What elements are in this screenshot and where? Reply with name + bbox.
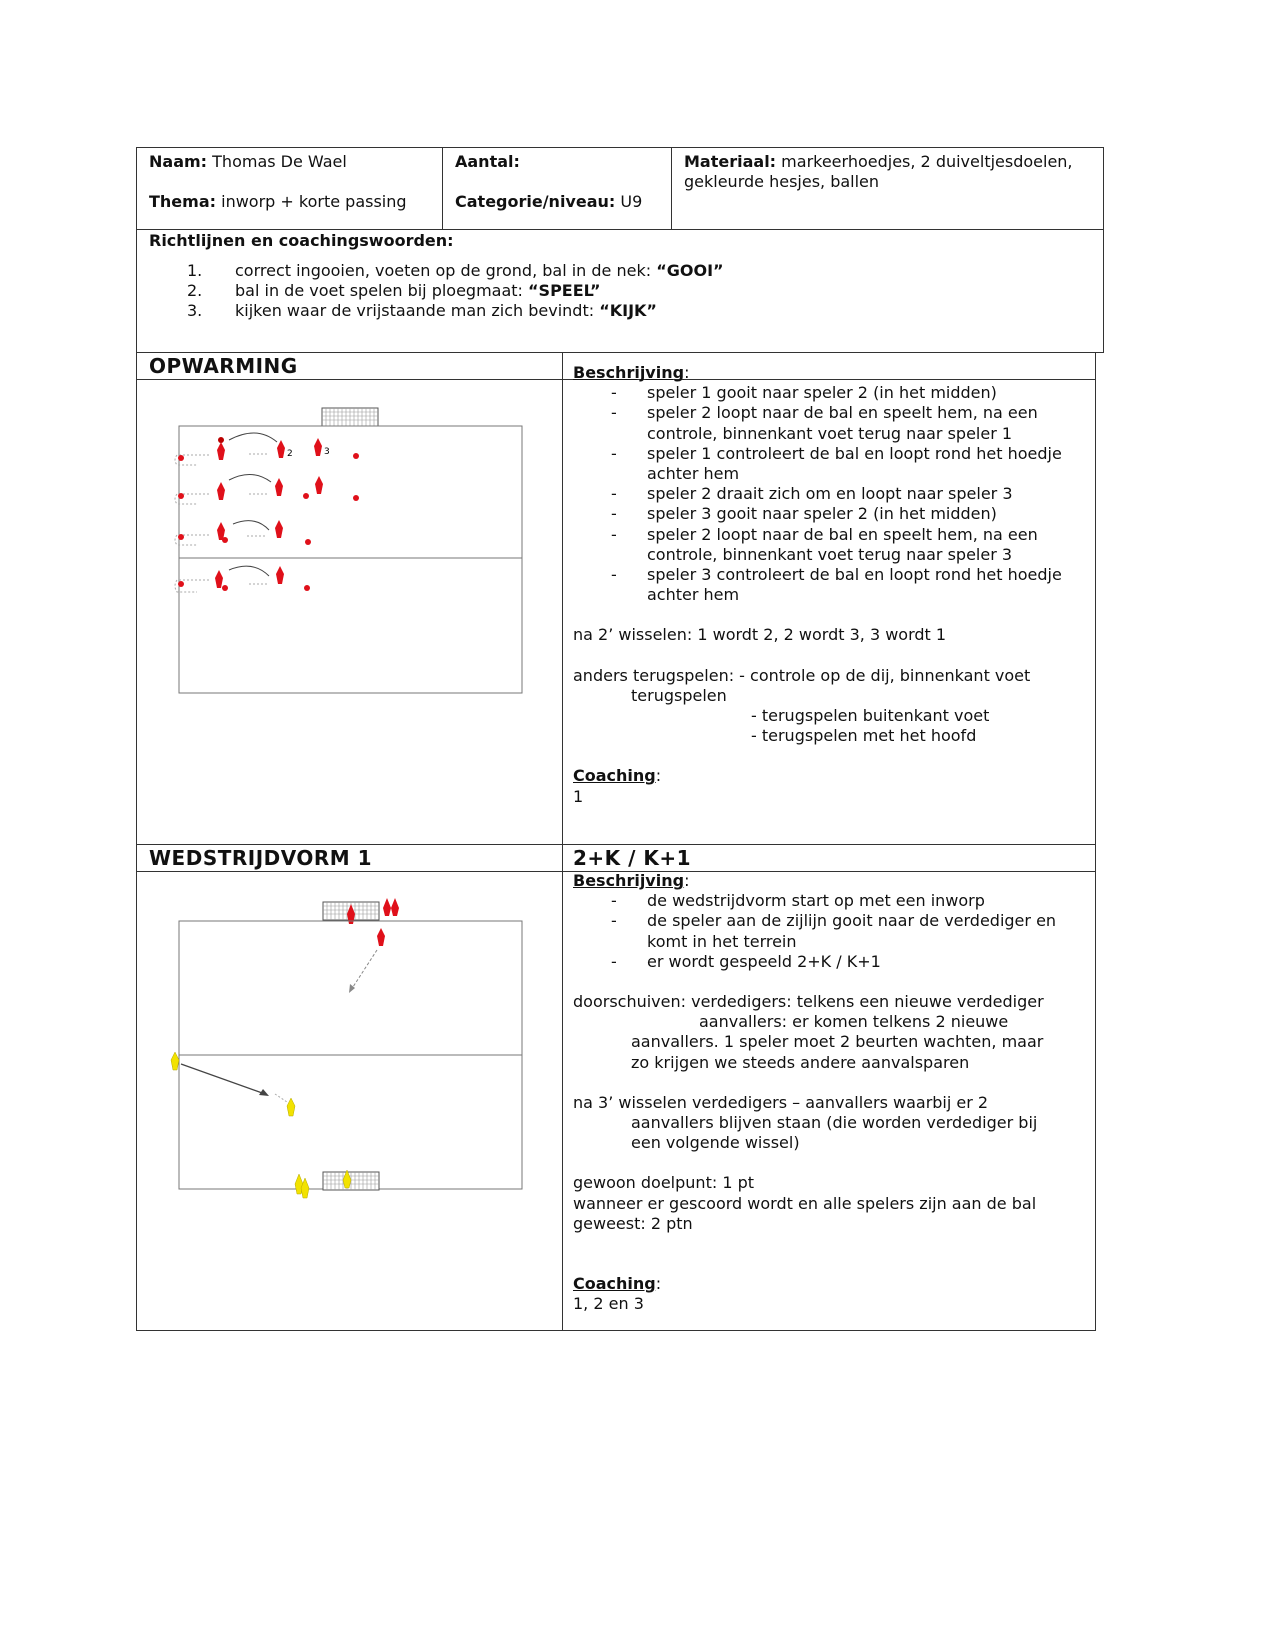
svg-text:3: 3: [324, 447, 330, 457]
attacker-yellow: [287, 1098, 295, 1116]
anders-text: anders terugspelen: - controle op de dij, binnenkant voet: [573, 665, 1031, 685]
bullet-text: speler 2 draait zich om en loopt naar speler 3: [647, 484, 1013, 504]
aantal-label: Aantal:: [455, 152, 520, 171]
list-item: - de wedstrijdvorm start op met een inworp: [611, 891, 985, 911]
list-text: bal in de voet spelen bij ploegmaat:: [235, 281, 529, 300]
opwarming-description: Beschrijving: - speler 1 gooit naar speler 2 (in het midden) - speler 2 loopt naar de bal en speelt hem, na een controle, binnenkant voet terug naar speler 1 - speler 1 controleert de bal en loopt rond het hoedje achter hem - speler 2 draait zich om en loopt naar speler 3 - speler 3 gooit naar speler 2 (in het midden) - speler 2 loopt naar de bal en speelt hem, na een controle, binnenkant voet terug naar speler 3 - speler 3 controleert de bal en loopt rond het hoedje achter hem na 2’ wisselen: 1 wordt 2, 2 wordt 3, 3 wordt 1 anders terugspelen: - controle op de dij, binnenkant voet terugspelen - terugspelen buitenkant voet - terugspelen met het hoofd Coaching: 1: [573, 363, 1089, 807]
list-item: - de speler aan de zijlijn gooit naar de verdediger en komt in het terrein: [611, 911, 1057, 951]
bullet-text: de wedstrijdvorm start op met een inworp: [647, 891, 985, 911]
opwarming-section: [136, 352, 1096, 845]
header-cell-naam: [137, 148, 443, 229]
list-item: [149, 261, 1091, 281]
doorschuiven-text: aanvallers. 1 speler moet 2 beurten wachten, maar: [631, 1032, 1044, 1052]
materiaal-label: Materiaal:: [684, 152, 777, 171]
punten-text: geweest: 2 ptn: [573, 1213, 693, 1233]
defender-red: [377, 928, 385, 946]
thema-value: inworp + korte passing: [221, 192, 407, 211]
list-item: - speler 3 controleert de bal en loopt rond het hoedje achter hem: [611, 565, 1062, 605]
drill-row-2: [175, 474, 359, 504]
list-item: - speler 1 controleert de bal en loopt rond het hoedje achter hem: [611, 443, 1062, 484]
richtlijnen-box: [136, 229, 1104, 353]
column-divider: [562, 845, 563, 1330]
header-table: [136, 147, 1104, 230]
categorie-label: Categorie/niveau:: [455, 192, 616, 211]
list-item: - speler 1 gooit naar speler 2 (in het midden): [611, 383, 997, 403]
drill-row-1: [175, 433, 359, 465]
list-item: - speler 2 loopt naar de bal en speelt hem, na een controle, binnenkant voet terug naar speler 1: [611, 403, 1038, 443]
bullet-text: speler 2 loopt naar de bal en speelt hem, na een controle, binnenkant voet terug naar speler 3: [647, 524, 1038, 564]
bullet-text: speler 3 controleert de bal en loopt rond het hoedje achter hem: [647, 565, 1062, 605]
wedstrijdvorm-diagram: [137, 872, 561, 1328]
bullet-text: speler 1 controleert de bal en loopt rond het hoedje achter hem: [647, 443, 1062, 484]
header-cell-materiaal: [672, 148, 1103, 229]
bullet-text: speler 2 loopt naar de bal en speelt hem, na een controle, binnenkant voet terug naar speler 1: [647, 403, 1038, 443]
wissel-text: na 3’ wisselen verdedigers – aanvallers waarbij er 2: [573, 1092, 989, 1112]
list-item: - er wordt gespeeld 2+K / K+1: [611, 951, 881, 971]
materiaal-value: markeerhoedjes, 2 duiveltjesdoelen, gekleurde hesjes, ballen: [684, 152, 1073, 191]
drill-row-3: [175, 520, 311, 545]
wedstrijdvorm-section: [136, 844, 1096, 1331]
list-item: - speler 3 gooit naar speler 2 (in het midden): [611, 504, 997, 524]
throw-arrow: [181, 1064, 265, 1094]
doorschuiven-text: zo krijgen we steeds andere aanvalsparen: [631, 1052, 970, 1072]
naam-label: Naam:: [149, 152, 208, 171]
doorschuiven-text: aanvallers: er komen telkens 2 nieuwe: [699, 1012, 1009, 1032]
wedstrijdvorm-description: Beschrijving: - de wedstrijdvorm start op met een inworp - de speler aan de zijlijn gooit naar de verdediger en komt in het terrein - er wordt gespeeld 2+K / K+1 doorschuiven: verdedigers: telkens een nieuwe verdediger aanvallers: er komen telkens 2 nieuwe aanvallers. 1 speler moet 2 beurten wachten, maar zo krijgen we steeds andere aanvalsparen na 3’ wisselen verdedigers – aanvallers waarbij er 2 aanvallers blijven staan (die worden verdediger bij een volgende wissel) gewoon doelpunt: 1 pt wanneer er gescoord wordt en alle spelers zijn aan de bal geweest: 2 ptn Coaching: 1, 2 en 3: [573, 871, 1089, 1314]
coaching-word: “SPEEL”: [528, 281, 601, 300]
coaching-word: “KIJK”: [599, 301, 657, 320]
wissel-text: na 2’ wisselen: 1 wordt 2, 2 wordt 3, 3 wordt 1: [573, 625, 947, 645]
list-num: 2.: [187, 281, 203, 300]
column-divider: [562, 353, 563, 844]
beschrijving-label: Beschrijving: [573, 871, 685, 890]
list-item: - speler 2 loopt naar de bal en speelt hem, na een controle, binnenkant voet terug naar speler 3: [611, 524, 1038, 564]
richtlijnen-title: Richtlijnen en coachingswoorden:: [149, 231, 454, 250]
bullet-text: er wordt gespeeld 2+K / K+1: [647, 951, 881, 971]
list-num: 1.: [187, 261, 203, 280]
anders-text: terugspelen: [631, 685, 727, 705]
richtlijnen-list: [149, 261, 1091, 321]
naam-value: Thomas De Wael: [212, 152, 347, 171]
section-title: OPWARMING: [149, 354, 298, 378]
thema-label: Thema:: [149, 192, 217, 211]
wissel-text: aanvallers blijven staan (die worden verdediger bij: [631, 1113, 1038, 1133]
coaching-value: 1, 2 en 3: [573, 1294, 644, 1314]
arrow-line: [351, 950, 377, 990]
header-cell-aantal: [443, 148, 672, 229]
coaching-label: Coaching: [573, 1274, 656, 1294]
section-subtitle: 2+K / K+1: [573, 846, 692, 870]
coaching-label: Coaching: [573, 766, 656, 786]
list-item: [149, 281, 1091, 301]
field-outline: [179, 426, 522, 693]
wedstrijdvorm-titlebar: [137, 845, 1095, 872]
coaching-value: 1: [573, 786, 584, 806]
coaching-word: “GOOI”: [656, 261, 724, 280]
bullet-text: speler 1 gooit naar speler 2 (in het midden): [647, 383, 997, 403]
wissel-text: een volgende wissel): [631, 1133, 800, 1153]
beschrijving-label: Beschrijving: [573, 363, 685, 382]
bullet-text: speler 3 gooit naar speler 2 (in het midden): [647, 504, 997, 524]
red-waiting-players: [383, 898, 399, 916]
yellow-waiting-players: [295, 1174, 309, 1198]
punten-text: wanneer er gescoord wordt en alle spelers zijn aan de bal: [573, 1193, 1037, 1213]
svg-text:2: 2: [287, 449, 293, 459]
anders-text: - terugspelen buitenkant voet: [751, 706, 990, 726]
doorschuiven-text: doorschuiven: verdedigers: telkens een nieuwe verdediger: [573, 992, 1044, 1012]
punten-text: gewoon doelpunt: 1 pt: [573, 1173, 755, 1193]
anders-text: - terugspelen met het hoofd: [751, 726, 977, 746]
goal-icon: [322, 408, 378, 426]
list-text: correct ingooien, voeten op de grond, bal in de nek:: [235, 261, 657, 280]
list-item: - speler 2 draait zich om en loopt naar speler 3: [611, 484, 1013, 504]
categorie-value: U9: [620, 192, 643, 211]
list-text: kijken waar de vrijstaande man zich bevindt:: [235, 301, 600, 320]
opwarming-diagram: [137, 380, 561, 840]
list-item: [149, 301, 1091, 321]
thrower-yellow: [171, 1052, 179, 1070]
list-num: 3.: [187, 301, 203, 320]
bullet-text: de speler aan de zijlijn gooit naar de verdediger en komt in het terrein: [647, 911, 1057, 951]
section-title: WEDSTRIJDVORM 1: [149, 846, 373, 870]
drill-row-4: [175, 566, 310, 592]
